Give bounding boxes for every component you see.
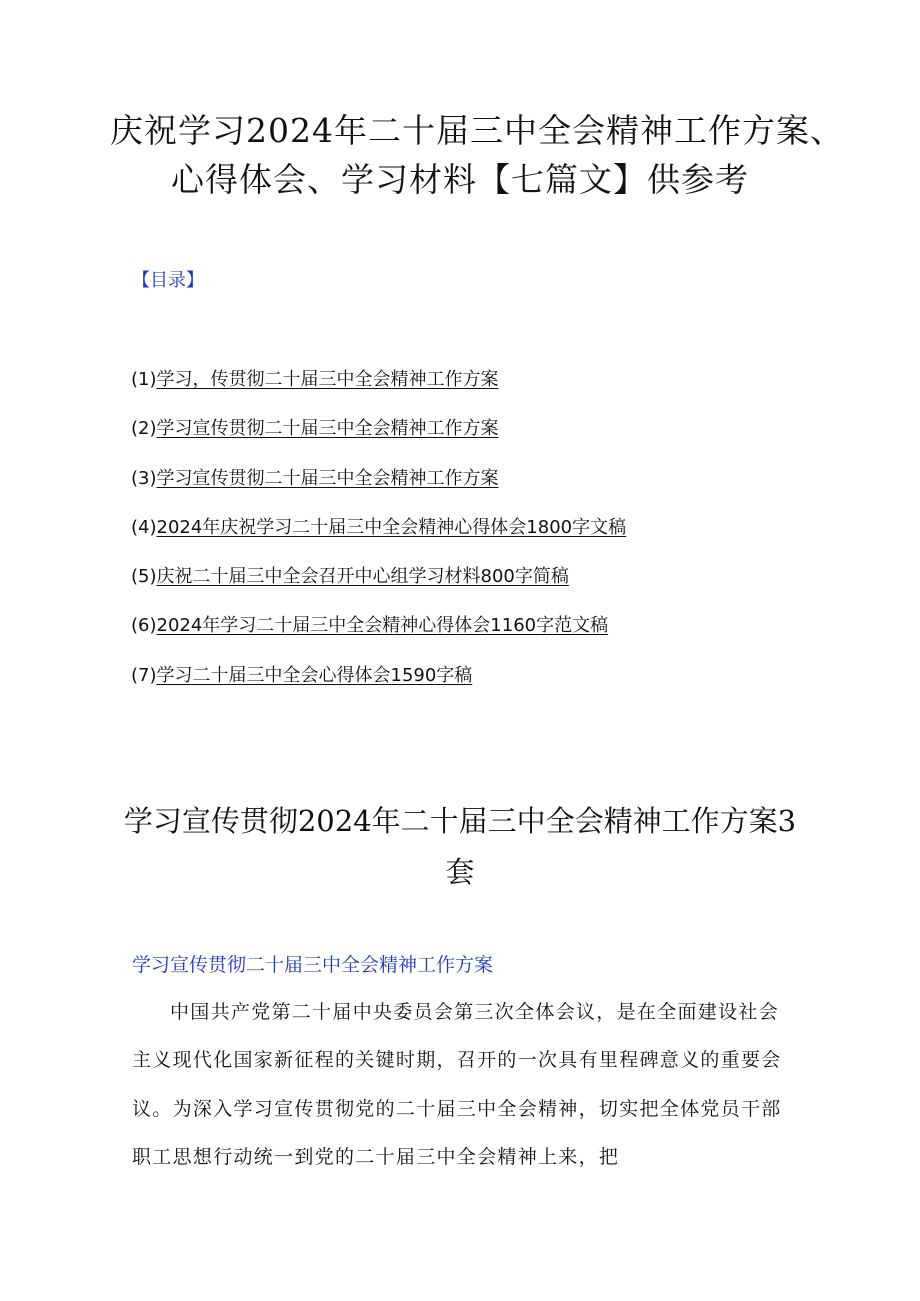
body-paragraph-line: 主义现代化国家新征程的关键时期，召开的一次具有里程碑意义的重要会 <box>132 1049 782 1071</box>
document-title-line-1: 庆祝学习2024年二十届三中全会精神工作方案、 <box>110 111 844 150</box>
body-paragraph-line: 中国共产党第二十届中央委员会第三次全体会议，是在全面建设社会 <box>170 1001 780 1023</box>
toc-link-7[interactable]: 学习二十届三中全会心得体会1590字稿 <box>156 664 473 686</box>
toc-item-4 <box>131 517 626 566</box>
toc-item-2 <box>131 418 626 467</box>
toc-item-1 <box>131 369 626 418</box>
toc-link-4[interactable]: 2024年庆祝学习二十届三中全会精神心得体会1800字文稿 <box>156 516 627 538</box>
toc-number: (6) <box>131 615 157 637</box>
section-title-line-1: 学习宣传贯彻2024年二十届三中全会精神工作方案3 <box>123 804 797 838</box>
sub-heading: 学习宣传贯彻二十届三中全会精神工作方案 <box>132 954 494 976</box>
toc-item-5 <box>131 566 626 615</box>
toc-item-6 <box>131 615 626 664</box>
toc-link-3[interactable]: 学习宣传贯彻二十届三中全会精神工作方案 <box>156 467 499 489</box>
toc-number: (5) <box>131 566 157 588</box>
toc-number: (7) <box>131 664 157 686</box>
body-paragraph-line: 职工思想行动统一到党的二十届三中全会精神上来，把 <box>132 1146 620 1168</box>
toc-label: 【目录】 <box>132 270 204 291</box>
document-title-line-2: 心得体会、学习材料【七篇文】供参考 <box>171 160 749 199</box>
toc-item-7 <box>131 665 626 714</box>
section-title-line-2: 套 <box>445 855 475 889</box>
body-paragraph-line: 议。为深入学习宣传贯彻党的二十届三中全会精神，切实把全体党员干部 <box>132 1098 782 1120</box>
toc-link-5[interactable]: 庆祝二十届三中全会召开中心组学习材料800字简稿 <box>156 566 569 588</box>
toc-link-2[interactable]: 学习宣传贯彻二十届三中全会精神工作方案 <box>156 418 499 440</box>
toc-number: (4) <box>131 516 157 538</box>
toc-number: (3) <box>131 467 157 489</box>
toc-link-6[interactable]: 2024年学习二十届三中全会精神心得体会1160字范文稿 <box>156 615 609 637</box>
toc-link-1[interactable]: 学习，传贯彻二十届三中全会精神工作方案 <box>156 369 499 390</box>
table-of-contents <box>131 369 626 714</box>
toc-number: (2) <box>131 418 157 440</box>
toc-number: (1) <box>131 369 157 390</box>
toc-item-3 <box>131 468 626 517</box>
